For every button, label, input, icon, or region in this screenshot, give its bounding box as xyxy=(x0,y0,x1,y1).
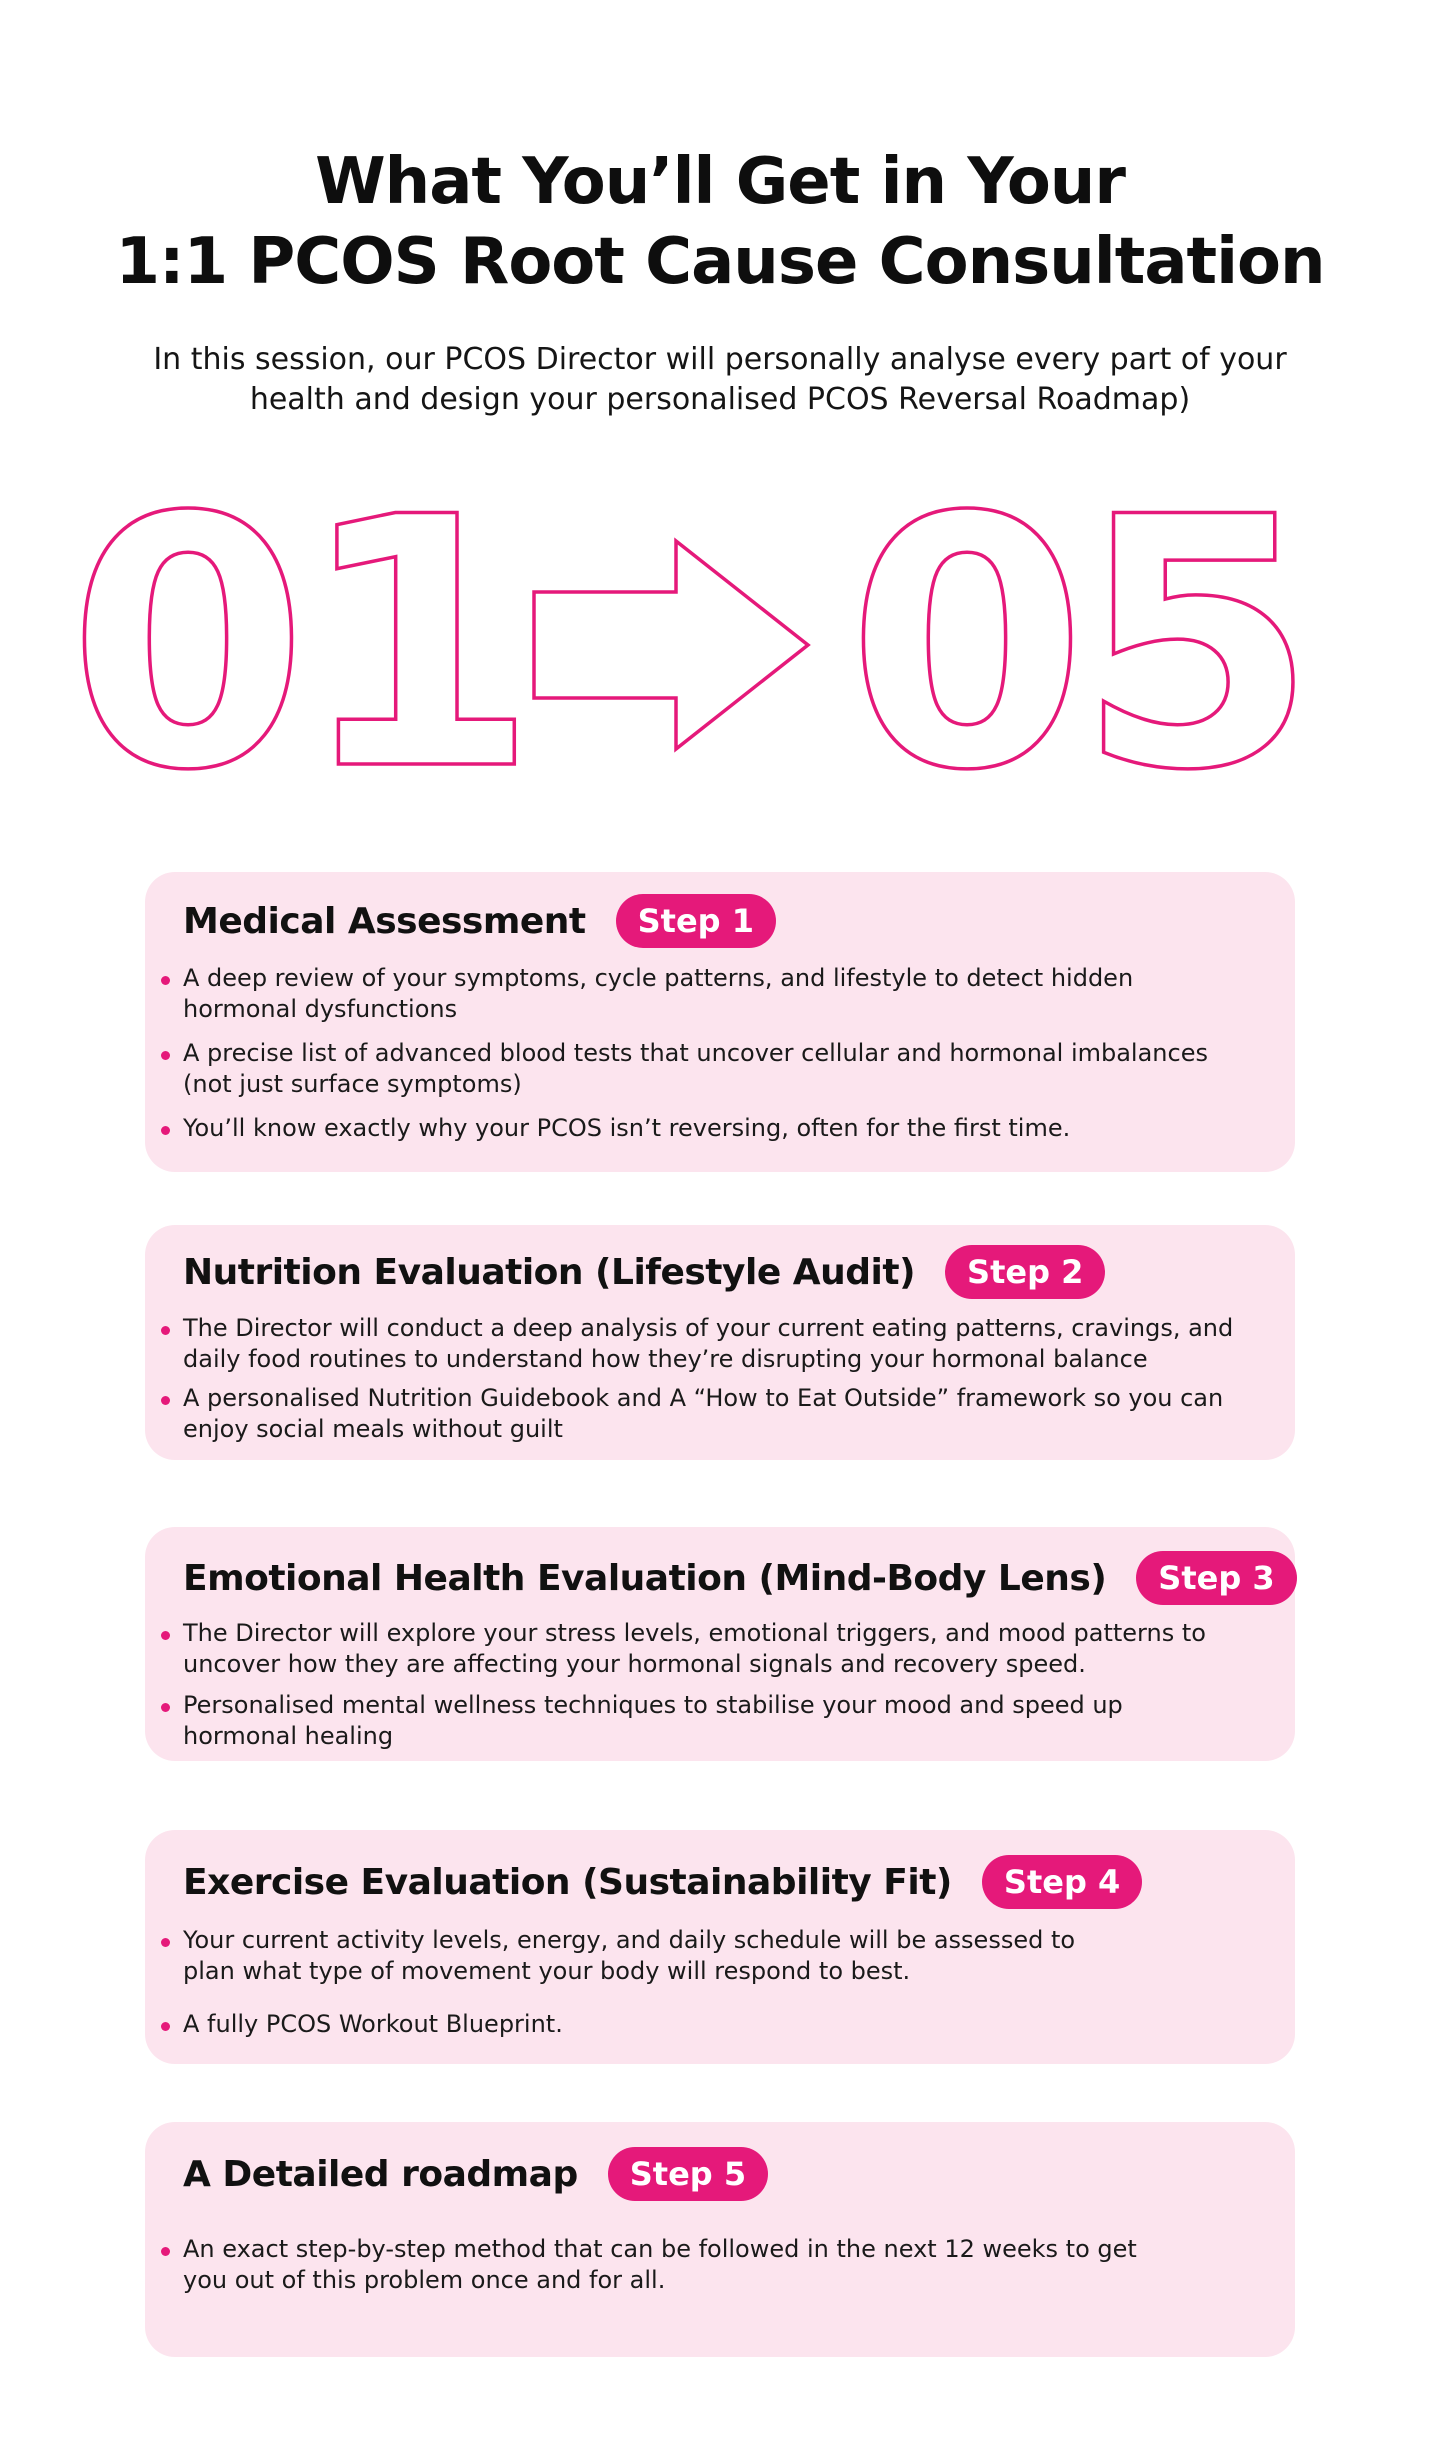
bullet-list xyxy=(183,1925,1083,2040)
bullet-icon xyxy=(161,1396,170,1405)
step-card-5 xyxy=(145,2122,1295,2357)
list-item-text: An exact step-by-step method that can be followed in the next 12 weeks to get you out of this problem once and for all. xyxy=(183,2235,1137,2294)
list-item xyxy=(183,1690,1243,1752)
list-item xyxy=(183,1113,1223,1144)
list-item-text: A personalised Nutrition Guidebook and A “How to Eat Outside” framework so you can enjoy social meals without guilt xyxy=(183,1384,1224,1443)
list-item xyxy=(183,1383,1243,1445)
bullet-icon xyxy=(161,2247,170,2256)
list-item xyxy=(183,1618,1243,1680)
list-item-text: Personalised mental wellness techniques to stabilise your mood and speed up hormonal healing xyxy=(183,1691,1123,1750)
step-title: Medical Assessment xyxy=(183,900,586,942)
bullet-list xyxy=(183,963,1223,1144)
list-item-text: The Director will conduct a deep analysis of your current eating patterns, cravings, and daily food routines to understand how they’re disrupting your hormonal balance xyxy=(183,1314,1234,1373)
list-item-text: The Director will explore your stress levels, emotional triggers, and mood patterns to uncover how they are affecting your hormonal signals and recovery speed. xyxy=(183,1619,1206,1678)
range-start-number: 01 xyxy=(67,500,529,800)
list-item xyxy=(183,1038,1223,1100)
step-badge: Step 2 xyxy=(945,1245,1105,1299)
step-card-4 xyxy=(145,1830,1295,2064)
list-item-text: Your current activity levels, energy, and daily schedule will be assessed to plan what type of movement your body will respond to best. xyxy=(183,1926,1076,1985)
list-item xyxy=(183,1925,1083,1987)
list-item-text: A deep review of your symptoms, cycle patterns, and lifestyle to detect hidden hormonal dysfunctions xyxy=(183,964,1134,1023)
step-title: Emotional Health Evaluation (Mind-Body Lens) xyxy=(183,1557,1107,1599)
step-title: Nutrition Evaluation (Lifestyle Audit) xyxy=(183,1251,916,1293)
step-card-3 xyxy=(145,1527,1295,1761)
step-badge: Step 4 xyxy=(982,1855,1142,1909)
bullet-icon xyxy=(161,1703,170,1712)
list-item xyxy=(183,2009,1083,2040)
page-subtitle: In this session, our PCOS Director will personally analyse every part of your health and design your personalised PCOS Reversal Roadmap) xyxy=(153,342,1287,417)
list-item-text: A fully PCOS Workout Blueprint. xyxy=(183,2010,563,2038)
bullet-icon xyxy=(161,1938,170,1947)
bullet-icon xyxy=(161,1126,170,1135)
step-card-1 xyxy=(145,872,1295,1172)
right-arrow-icon xyxy=(534,541,808,749)
bullet-icon xyxy=(161,1326,170,1335)
bullet-icon xyxy=(161,976,170,985)
bullet-list xyxy=(183,2234,1183,2296)
list-item xyxy=(183,2234,1183,2296)
page-title xyxy=(0,142,1440,302)
list-item xyxy=(183,963,1223,1025)
list-item-text: You’ll know exactly why your PCOS isn’t reversing, often for the first time. xyxy=(183,1114,1071,1142)
step-badge: Step 3 xyxy=(1136,1551,1296,1605)
bullet-icon xyxy=(161,2022,170,2031)
step-card-2 xyxy=(145,1225,1295,1460)
step-title: A Detailed roadmap xyxy=(183,2153,578,2195)
step-badge: Step 1 xyxy=(616,894,776,948)
list-item xyxy=(183,1313,1243,1375)
bullet-list xyxy=(183,1313,1243,1445)
step-range-graphic xyxy=(0,500,1440,800)
bullet-icon xyxy=(161,1051,170,1060)
list-item-text: A precise list of advanced blood tests that uncover cellular and hormonal imbalances (not just surface symptoms) xyxy=(183,1039,1208,1098)
range-end-number: 05 xyxy=(846,500,1308,800)
bullet-icon xyxy=(161,1631,170,1640)
step-title: Exercise Evaluation (Sustainability Fit) xyxy=(183,1861,952,1903)
bullet-list xyxy=(183,1618,1243,1752)
title-line-2: 1:1 PCOS Root Cause Consultation xyxy=(115,225,1325,299)
title-line-1: What You’ll Get in Your xyxy=(315,145,1125,219)
step-badge: Step 5 xyxy=(608,2147,768,2201)
